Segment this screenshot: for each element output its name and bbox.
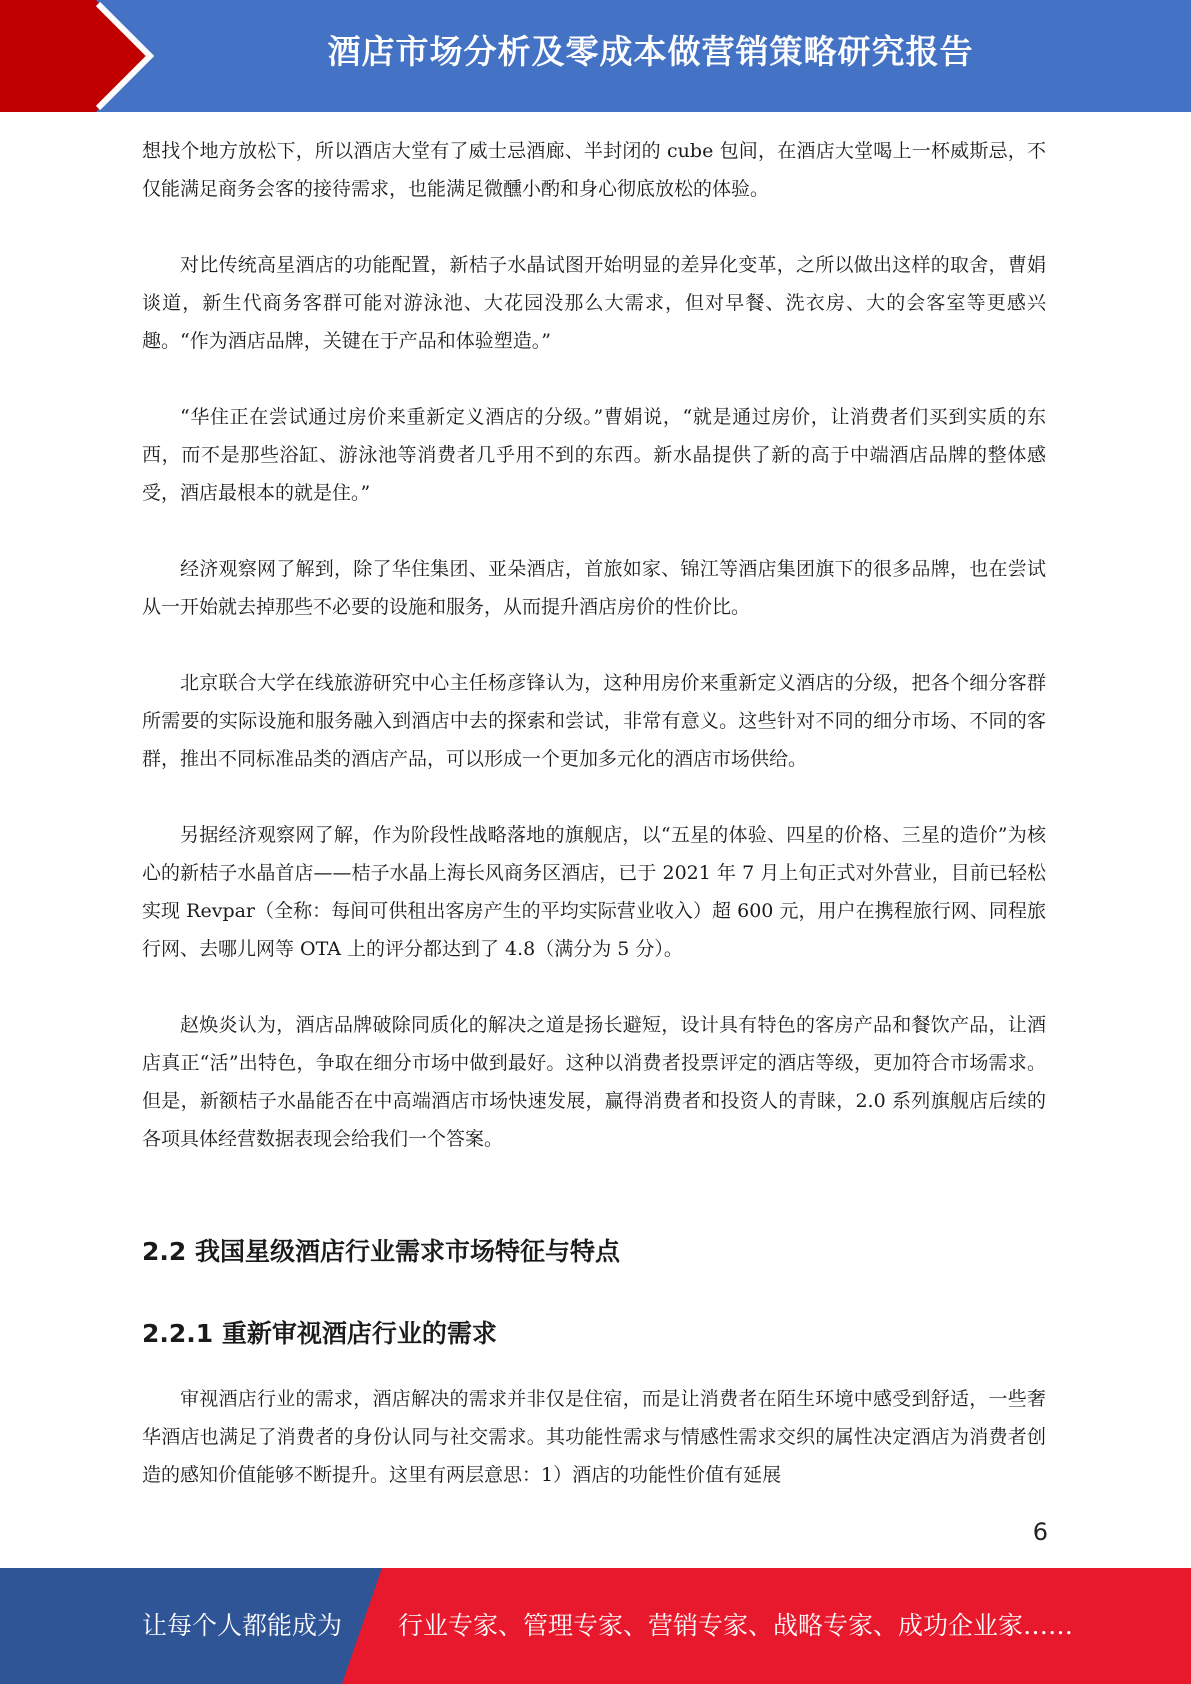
body-paragraph: “华住正在尝试通过房价来重新定义酒店的分级。”曹娟说，“就是通过房价，让消费者们买到实质的东西，而不是那些浴缸、游泳池等消费者几乎用不到的东西。新水晶提供了新的高于中端酒店品牌的整体感受，酒店最根本的就是住。” xyxy=(142,406,1046,504)
body-paragraph: 经济观察网了解到，除了华住集团、亚朵酒店，首旅如家、锦江等酒店集团旗下的很多品牌，也在尝试从一开始就去掉那些不必要的设施和服务，从而提升酒店房价的性价比。 xyxy=(142,558,1046,618)
body-paragraph: 北京联合大学在线旅游研究中心主任杨彦锋认为，这种用房价来重新定义酒店的分级，把各个细分客群所需要的实际设施和服务融入到酒店中去的探索和尝试，非常有意义。这些针对不同的细分市场、不同的客群，推出不同标准品类的酒店产品，可以形成一个更加多元化的酒店市场供给。 xyxy=(142,672,1046,770)
document-title: 酒店市场分析及零成本做营销策略研究报告 xyxy=(327,32,974,71)
main-content xyxy=(142,132,1046,1532)
page-number: 6 xyxy=(1032,1518,1048,1546)
body-paragraph: 赵焕炎认为，酒店品牌破除同质化的解决之道是扬长避短，设计具有特色的客房产品和餐饮产品，让酒店真正“活”出特色，争取在细分市场中做到最好。这种以消费者投票评定的酒店等级，更加符合市场需求。但是，新额桔子水晶能否在中高端酒店市场快速发展，赢得消费者和投资人的青睐，2.0 系列旗舰店后续的各项具体经营数据表现会给我们一个答案。 xyxy=(142,1014,1046,1150)
body-paragraph: 另据经济观察网了解，作为阶段性战略落地的旗舰店，以“五星的体验、四星的价格、三星的造价”为核心的新桔子水晶首店——桔子水晶上海长风商务区酒店，已于 2021 年 7 月上旬正式对外营业，目前已轻松实现 Revpar（全称：每间可供租出客房产生的平均实际营业收入）超 600 元，用户在携程旅行网、同程旅行网、去哪儿网等 OTA 上的评分都达到了 4.8（满分为 5 分）。 xyxy=(142,824,1046,960)
page-footer xyxy=(0,1568,1191,1684)
footer-slogan-right: 行业专家、管理专家、营销专家、战略专家、成功企业家…… xyxy=(398,1611,1074,1640)
body-paragraph: 对比传统高星酒店的功能配置，新桔子水晶试图开始明显的差异化变革，之所以做出这样的取舍，曹娟谈道，新生代商务客群可能对游泳池、大花园没那么大需求，但对早餐、洗衣房、大的会客室等更感兴趣。“作为酒店品牌，关键在于产品和体验塑造。” xyxy=(142,254,1046,352)
page-header xyxy=(0,0,1191,112)
red-arrow-decoration xyxy=(0,0,160,112)
subsection-heading: 2.2.1 重新审视酒店行业的需求 xyxy=(142,1319,497,1348)
section-heading: 2.2 我国星级酒店行业需求市场特征与特点 xyxy=(142,1237,620,1266)
footer-slogan-left: 让每个人都能成为 xyxy=(142,1611,343,1640)
body-paragraph: 审视酒店行业的需求，酒店解决的需求并非仅是住宿，而是让消费者在陌生环境中感受到舒适，一些奢华酒店也满足了消费者的身份认同与社交需求。其功能性需求与情感性需求交织的属性决定酒店为消费者创造的感知价值能够不断提升。这里有两层意思：1）酒店的功能性价值有延展 xyxy=(142,1388,1046,1486)
body-paragraph: 想找个地方放松下，所以酒店大堂有了威士忌酒廊、半封闭的 cube 包间，在酒店大堂喝上一杯威斯忌，不仅能满足商务会客的接待需求，也能满足微醺小酌和身心彻底放松的体验。 xyxy=(142,140,1046,200)
